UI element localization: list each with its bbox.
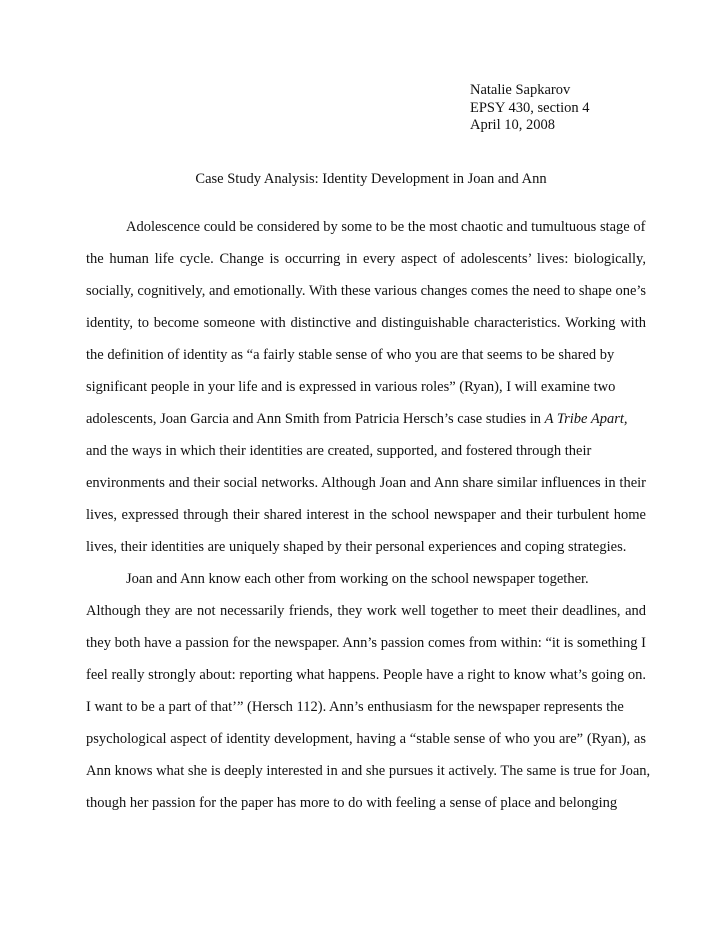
body-line: Adolescence could be considered by some to be the most chaotic and tumultuous stage of <box>126 219 646 235</box>
body-line: feel really strongly about: reporting what happens. People have a right to know what’s going on. <box>86 667 646 683</box>
submission-date: April 10, 2008 <box>470 117 555 133</box>
book-title: A Tribe Apart, <box>544 411 628 427</box>
body-line: Ann knows what she is deeply interested in and she pursues it actively. The same is true for Joan, <box>86 763 651 779</box>
body-line-text: adolescents, Joan Garcia and Ann Smith from Patricia Hersch’s case studies in <box>86 411 542 427</box>
body-line: significant people in your life and is expressed in various roles” (Ryan), I will examine two <box>86 379 616 395</box>
author-header <box>470 82 590 135</box>
body-line: the definition of identity as “a fairly stable sense of who you are that seems to be shared by <box>86 347 615 363</box>
body-line: psychological aspect of identity development, having a “stable sense of who you are” (Ryan), as <box>86 731 646 747</box>
body-line: though her passion for the paper has more to do with feeling a sense of place and belonging <box>86 795 618 811</box>
body-line: lives, expressed through their shared interest in the school newspaper and their turbulent home <box>86 507 646 523</box>
body-line: identity, to become someone with distinctive and distinguishable characteristics. Working with <box>86 315 646 331</box>
body-line: Joan and Ann know each other from working on the school newspaper together. <box>126 571 589 587</box>
paper-title: Case Study Analysis: Identity Development in Joan and Ann <box>195 171 547 187</box>
body-line: I want to be a part of that’” (Hersch 112). Ann’s enthusiasm for the newspaper represents the <box>86 699 624 715</box>
body-line: the human life cycle. Change is occurring in every aspect of adolescents’ lives: biologically, <box>86 251 646 267</box>
body-line: Although they are not necessarily friends, they work well together to meet their deadlines, and <box>86 603 646 619</box>
body-line: they both have a passion for the newspaper. Ann’s passion comes from within: “it is something I <box>86 635 646 651</box>
course-info: EPSY 430, section 4 <box>470 99 590 116</box>
body-line: and the ways in which their identities are created, supported, and fostered through their <box>86 443 592 459</box>
body-line: socially, cognitively, and emotionally. With these various changes comes the need to shape one’s <box>86 283 647 299</box>
body-line: environments and their social networks. Although Joan and Ann share similar influences in their <box>86 475 646 491</box>
body-line: lives, their identities are uniquely shaped by their personal experiences and coping strategies. <box>86 539 627 555</box>
body-line <box>86 410 628 428</box>
author-name: Natalie Sapkarov <box>470 82 571 98</box>
